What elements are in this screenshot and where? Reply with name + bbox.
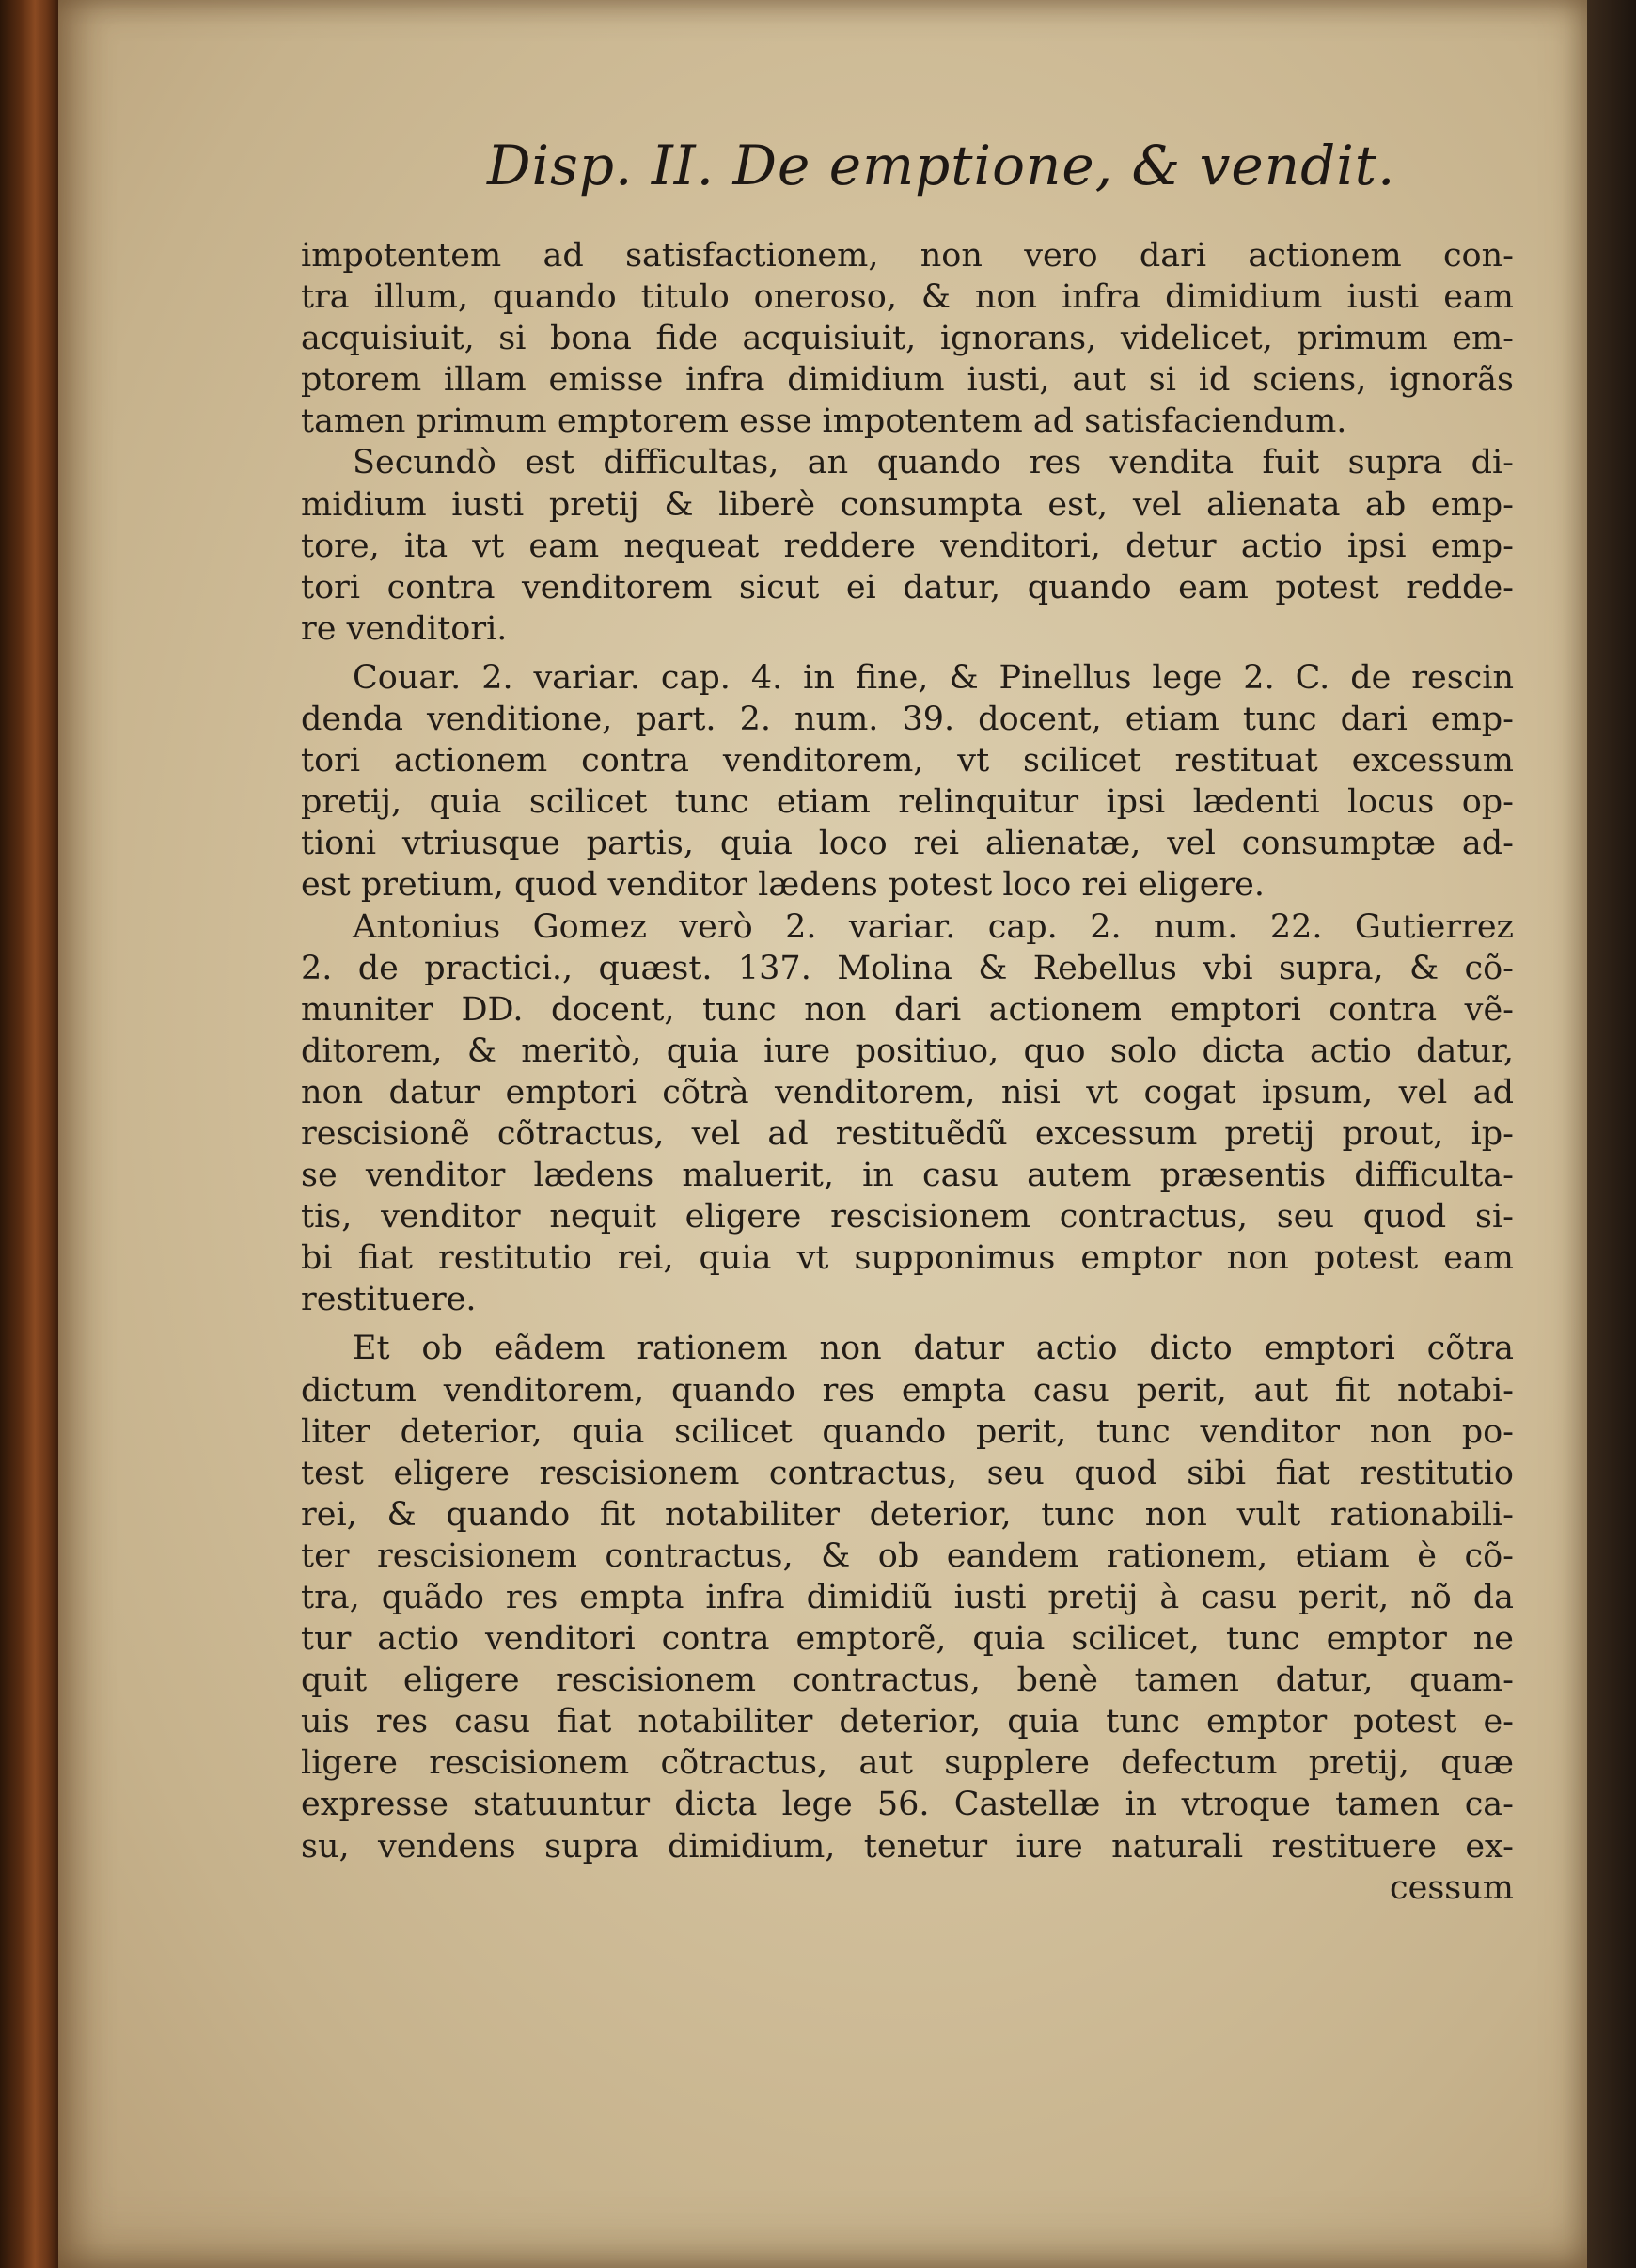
text-line: quit eligere rescisionem contractus, benè tamen datur, quam- bbox=[301, 1662, 1514, 1700]
body-text bbox=[301, 235, 1514, 1909]
catchword: cessum bbox=[1390, 1868, 1514, 1907]
paragraph bbox=[301, 442, 1514, 649]
text-line: ditorem, & meritò, quia iure positiuo, quo solo dicta actio datur, bbox=[301, 1032, 1514, 1070]
text-line: expresse statuuntur dicta lege 56. Castellæ in vtroque tamen ca- bbox=[301, 1786, 1514, 1824]
running-head: Disp. II. De emptione, & vendit. bbox=[487, 134, 1396, 197]
text-line: ter rescisionem contractus, & ob eandem rationem, etiam è cõ- bbox=[301, 1536, 1514, 1575]
text-line: muniter DD. docent, tunc non dari actionem emptori contra vẽ- bbox=[301, 990, 1514, 1029]
paragraph bbox=[301, 906, 1514, 1321]
text-line: liter deterior, quia scilicet quando perit, tunc venditor non po- bbox=[301, 1412, 1514, 1451]
text-line: Secundò est difficultas, an quando res vendita fuit supra di- bbox=[353, 444, 1514, 482]
text-line: re venditori. bbox=[301, 609, 508, 648]
text-line: ptorem illam emisse infra dimidium iusti, aut si id sciens, ignorãs bbox=[301, 361, 1514, 400]
text-line: acquisiuit, si bona fide acquisiuit, ignorans, videlicet, primum em- bbox=[301, 320, 1514, 358]
text-line: tioni vtriusque partis, quia loco rei alienatæ, vel consumptæ ad- bbox=[301, 825, 1514, 863]
text-line: pretij, quia scilicet tunc etiam relinquitur ipsi lædenti locus op- bbox=[301, 783, 1514, 822]
text-line: tis, venditor nequit eligere rescisionem contractus, seu quod si- bbox=[301, 1198, 1514, 1236]
paragraph bbox=[301, 657, 1514, 906]
book-right-edge bbox=[1587, 0, 1636, 2268]
text-line: restituere. bbox=[301, 1281, 477, 1319]
text-line: tur actio venditori contra emptorẽ, quia scilicet, tunc emptor ne bbox=[301, 1620, 1514, 1659]
text-line: midium iusti pretij & liberè consumpta est, vel alienata ab emp- bbox=[301, 485, 1514, 524]
text-line: tori actionem contra venditorem, vt scilicet restituat excessum bbox=[301, 742, 1514, 780]
text-line: uis res casu fiat notabiliter deterior, quia tunc emptor potest e- bbox=[301, 1703, 1514, 1741]
text-line: test eligere rescisionem contractus, seu quod sibi fiat restitutio bbox=[301, 1454, 1514, 1492]
text-line: Antonius Gomez verò 2. variar. cap. 2. num. 22. Gutierrez bbox=[353, 907, 1514, 946]
text-line: tra, quãdo res empta infra dimidiũ iusti pretij à casu perit, nõ da bbox=[301, 1579, 1514, 1616]
text-line: tamen primum emptorem esse impotentem ad satisfaciendum. bbox=[301, 402, 1347, 441]
text-line: impotentem ad satisfactionem, non vero dari actionem con- bbox=[301, 237, 1514, 275]
text-line: bi fiat restitutio rei, quia vt supponimus emptor non potest eam bbox=[301, 1239, 1514, 1278]
text-line: dictum venditorem, quando res empta casu perit, aut fit notabi- bbox=[301, 1371, 1514, 1410]
text-line: tori contra venditorem sicut ei datur, quando eam potest redde- bbox=[301, 568, 1514, 606]
text-line: Et ob eãdem rationem non datur actio dicto emptori cõtra bbox=[353, 1330, 1514, 1368]
text-line: Couar. 2. variar. cap. 4. in fine, & Pinellus lege 2. C. de rescin bbox=[353, 658, 1514, 697]
paragraph bbox=[301, 1328, 1514, 1866]
text-line: tore, ita vt eam nequeat reddere venditori, detur actio ipsi emp- bbox=[301, 527, 1514, 565]
text-line: non datur emptori cõtrà venditorem, nisi vt cogat ipsum, vel ad bbox=[301, 1073, 1514, 1111]
text-line: su, vendens supra dimidium, tenetur iure naturali restituere ex- bbox=[301, 1827, 1514, 1866]
paragraph bbox=[301, 235, 1514, 442]
text-line: 2. de practici., quæst. 137. Molina & Rebellus vbi supra, & cõ- bbox=[301, 949, 1514, 987]
text-line: ligere rescisionem cõtractus, aut supplere defectum pretij, quæ bbox=[301, 1744, 1514, 1783]
text-line: tra illum, quando titulo oneroso, & non infra dimidium iusti eam bbox=[301, 278, 1514, 317]
text-line: rescisionẽ cõtractus, vel ad restituẽdũ excessum pretij prout, ip- bbox=[301, 1114, 1514, 1153]
text-line: se venditor lædens maluerit, in casu autem præsentis difficulta- bbox=[301, 1157, 1514, 1195]
text-line: rei, & quando fit notabiliter deterior, tunc non vult rationabili- bbox=[301, 1495, 1514, 1534]
text-line: est pretium, quod venditor lædens potest loco rei eligere. bbox=[301, 866, 1265, 905]
text-line: denda venditione, part. 2. num. 39. docent, etiam tunc dari emp- bbox=[301, 701, 1514, 739]
book-spine-edge bbox=[0, 0, 58, 2268]
